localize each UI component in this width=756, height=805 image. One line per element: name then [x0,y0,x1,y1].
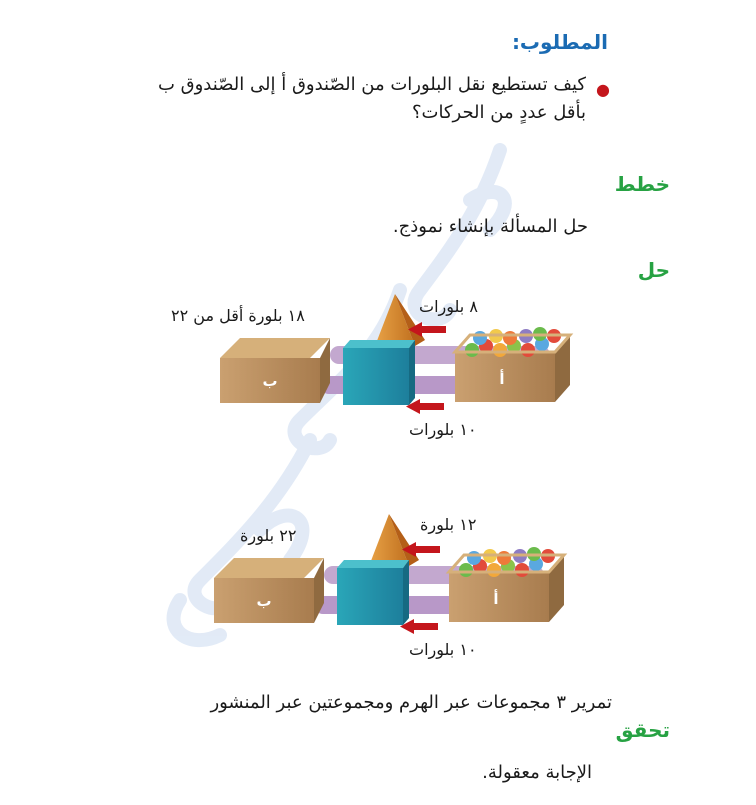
prism [343,348,409,405]
solve-heading: حل [637,258,670,282]
diagram2-label-top-right: ١٢ بلورة [420,515,477,534]
box-b-label: ب [256,592,272,610]
box-a-label: أ [493,590,499,608]
plan-text: حل المسألة بإنشاء نموذج. [392,216,588,237]
prism [337,568,403,625]
question-line-1: كيف تستطيع نقل البلورات من الصّندوق أ إلى الصّندوق ب [157,74,586,95]
diagram-1 [210,280,590,420]
diagram-2 [204,500,584,640]
check-heading: تحقق [615,718,670,742]
check-text: الإجابة معقولة. [482,762,592,783]
diagram1-label-bottom: ١٠ بلورات [409,420,477,439]
diagram1-label-top-left: ١٨ بلورة أقل من ٢٢ [171,306,305,325]
bullet-dot: ● [596,80,610,99]
box-a [455,352,555,402]
plan-heading: خطط [614,172,670,196]
diagram2-label-top-left: ٢٢ بلورة [240,526,297,545]
conclusion-text: تمرير ٣ مجموعات عبر الهرم ومجموعتين عبر المنشور [210,692,612,713]
question-line-2: بأقل عددٍ من الحركات؟ [411,102,586,123]
box-a [449,572,549,622]
diagram1-label-top-right: ٨ بلورات [419,297,478,316]
box-b-label: ب [262,372,278,390]
box-a-label: أ [499,370,505,388]
diagram2-label-bottom: ١٠ بلورات [409,640,477,659]
required-heading: المطلوب: [511,30,608,54]
